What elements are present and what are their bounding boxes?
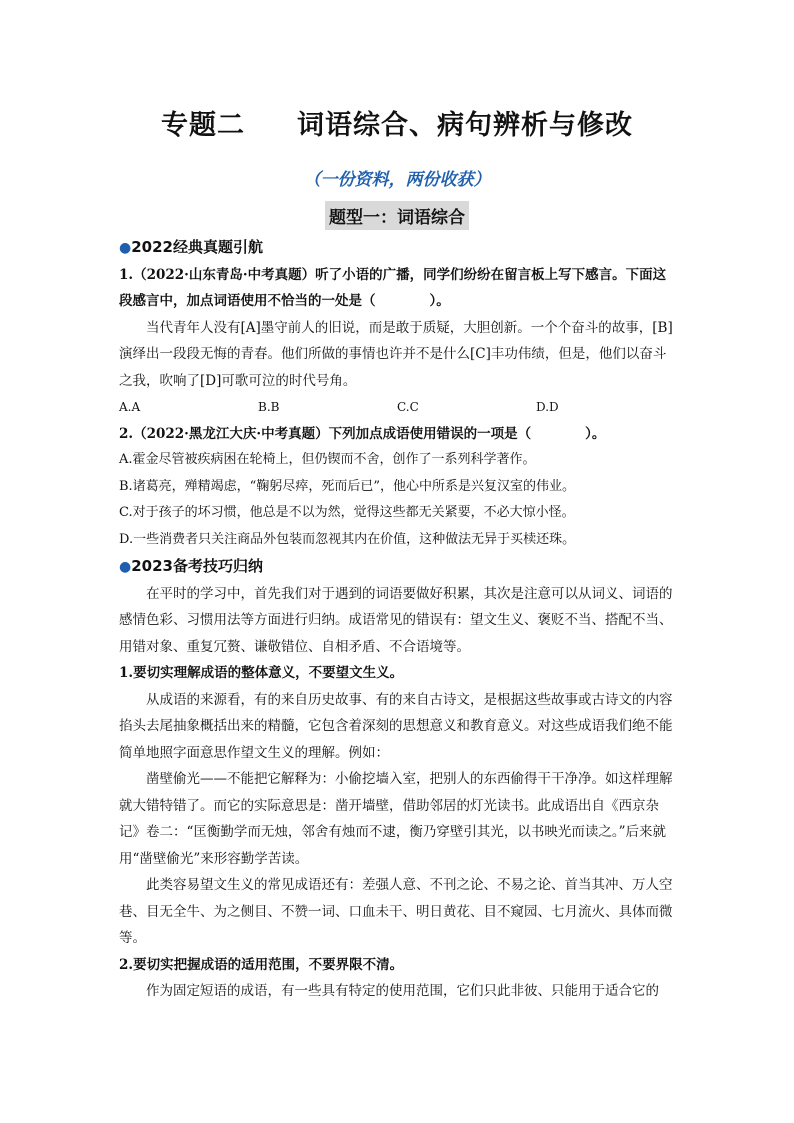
page-title [0, 103, 794, 142]
question-1-options [119, 394, 675, 421]
block1-heading [119, 234, 675, 262]
content-body [119, 234, 675, 1005]
tip-rule-1: 1.要切实理解成语的整体意义，不要望文生义。 [119, 665, 404, 681]
title-left: 专题二 [161, 110, 245, 141]
tip-paragraph-4: 作为固定短语的成语，有一些具有特定的使用范围，它们只此非彼、只能用于适合它的 [146, 983, 659, 999]
tip-rule-2: 2.要切实把握成语的适用范围，不要界限不清。 [119, 956, 404, 973]
block2-heading-label: 2023备考技巧归纳 [131, 557, 263, 575]
question-1-stem: 1.（2022·山东青岛·中考真题）听了小语的广播，同学们纷纷在留言板上写下感言。下面这段感言中，加点词语使用不恰当的一处是（ ）。 [119, 266, 667, 309]
page-subtitle: （一份资料，两份收获） [303, 170, 491, 190]
bullet-dot-icon: ● [119, 240, 132, 256]
tips-intro-paragraph: 在平时的学习中，首先我们对于遇到的词语要做好积累，其次是注意可以从词义、词语的感情色彩、习惯用法等方面进行归纳。成语常见的错误有：望文生义、褒贬不当、搭配不当、用错对象、重复冗赘、谦敬错位、自相矛盾、不合语境等。 [119, 585, 673, 655]
question-2-option-a: A.霍金尽管被疾病困在轮椅上，但仍锲而不舍，创作了一系列科学著作。 [119, 452, 536, 467]
question-2-option-d: D.一些消费者只关注商品外包装而忽视其内在价值，这种做法无异于买椟还珠。 [119, 531, 576, 547]
block1-heading-label: 2022经典真题引航 [131, 238, 263, 256]
question-2-option-b: B.诸葛亮，殚精竭虑，“鞠躬尽瘁，死而后已”，他心中所系是兴复汉室的伟业。 [119, 478, 575, 494]
block2-heading [119, 553, 675, 581]
question-2-stem: 2.（2022·黑龙江大庆·中考真题）下列加点成语使用错误的一项是（ ）。 [119, 425, 606, 442]
question-1-option-a: A.A [119, 400, 141, 414]
tip-paragraph-3: 此类容易望文生义的常见成语还有：差强人意、不刊之论、不易之论、首当其冲、万人空巷、目无全牛、为之侧目、不赞一词、口血未干、明日黄花、目不窥园、七月流火、具体而微等。 [119, 877, 673, 946]
question-2-option-c: C.对于孩子的坏习惯，他总是不以为然，觉得这些都无关紧要，不必大惊小怪。 [119, 505, 575, 520]
tip-paragraph-1: 从成语的来源看，有的来自历史故事、有的来自古诗文，是根据这些故事或古诗文的内容掐头去尾抽象概括出来的精髓，它包含着深刻的思想意义和教育意义。对这些成语我们绝不能简单地照字面意思作望文生义的理解。例如： [119, 691, 673, 761]
tip-paragraph-2: 凿壁偷光——不能把它解释为：小偷挖墙入室，把别人的东西偷得干干净净。如这样理解就大错特错了。而它的实际意思是：凿开墙壁，借助邻居的灯光读书。此成语出自《西京杂记》卷二：“匡衡勤学而无烛，邻舍有烛而不逮，衡乃穿壁引其光，以书映光而读之。”后来就用“凿壁偷光”来形容勤学苦读。 [119, 771, 673, 867]
question-1-option-c: C.C [397, 400, 419, 414]
question-1-passage: 当代青年人没有[A]墨守前人的旧说，而是敢于质疑，大胆创新。一个个奋斗的故事，[B]演绎出一段段无悔的青春。他们所做的事情也许并不是什么[C]丰功伟绩，但是，他们以奋斗之我，吹响了[D]可歌可泣的时代号角。 [119, 319, 673, 389]
title-right: 词语综合、病句辨析与修改 [297, 110, 633, 141]
question-1-option-b: B.B [258, 400, 280, 414]
section-heading-label: 题型一：词语综合 [325, 201, 469, 230]
section-heading [0, 201, 794, 230]
question-1-option-d: D.D [536, 400, 559, 414]
bullet-dot-icon: ● [119, 559, 132, 575]
